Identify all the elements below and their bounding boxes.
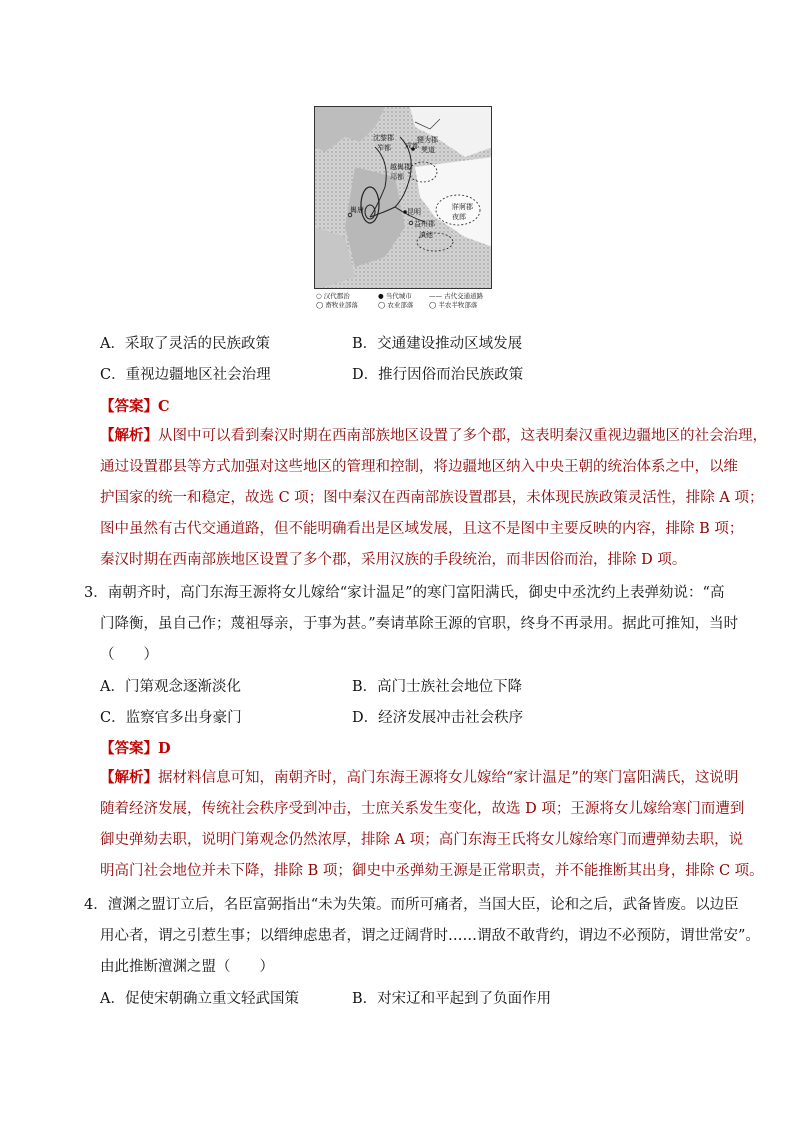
q3-option-b: B．高门士族社会地位下降 xyxy=(352,679,523,695)
map-label-yelang: 夜郎 xyxy=(452,213,466,221)
q3-analysis-line: 【解析】据材料信息可知，南朝齐时，高门东海王源将女儿嫁给“家计温足”的寒门富阳满氏，这说明 xyxy=(100,769,739,786)
q4-stem-line: 4．澶渊之盟订立后，名臣富弼指出“未为失策。而所可痛者，当国大臣，论和之后，武备皆废。以边臣 xyxy=(84,897,739,913)
map-figure xyxy=(314,106,492,309)
q3-answer: 【答案】D xyxy=(100,740,171,757)
map-legend xyxy=(314,291,492,309)
map-label-qianwei: 犍为郡 xyxy=(417,136,438,144)
q2-analysis-line: 秦汉时期在西南部族地区设置了多个郡，采用汉族的手段统治，而非因俗而治，排除 D 项。 xyxy=(100,552,687,568)
q4-option-b: B．对宋辽和平起到了负面作用 xyxy=(352,991,552,1007)
map-label-zangke: 牂牁郡 xyxy=(452,203,473,211)
legend-item: ◯ 半农半牧部落 xyxy=(429,301,478,309)
map-label-zedu: 笮都 xyxy=(377,144,391,152)
q2-option-a: A．采取了灵活的民族政策 xyxy=(100,336,270,352)
legend-item: ○ 汉代郡治 xyxy=(316,292,350,300)
legend-item: ◯ 畜牧业部落 xyxy=(316,301,358,309)
q3-option-a: A．门第观念逐渐淡化 xyxy=(100,679,241,695)
q3-option-c: C．监察官多出身豪门 xyxy=(100,710,242,726)
q2-option-d: D．推行因俗而治民族政策 xyxy=(352,367,524,383)
q4-option-a: A．促使宋朝确立重文轻武国策 xyxy=(100,991,299,1007)
map-label-xitang: 嶲唐 xyxy=(350,206,364,214)
q3-analysis-line: 御史弹劾去职，说明门第观念仍然浓厚，排除 A 项；高门东海王氏将女儿嫁给寒门而遭弹劾去职，说 xyxy=(100,832,744,848)
q4-stem-line: 由此推断澶渊之盟（ ） xyxy=(100,959,274,975)
q2-analysis-line: 【解析】从图中可以看到秦汉时期在西南部族地区设置了多个郡，这表明秦汉重视边疆地区的社会治理， xyxy=(100,427,767,444)
map-label-dianchi: 滇池 xyxy=(419,231,433,239)
legend-item: ◯ 农业部落 xyxy=(378,301,414,309)
map-label-yizhou: 益州郡 xyxy=(414,220,435,228)
q4-stem-line: 用心者，谓之引惹生事；以缙绅虑患者，谓之迂阔背时……谓敌不敢背约，谓边不必预防，谓世常安”。 xyxy=(100,928,760,944)
q2-option-b: B．交通建设推动区域发展 xyxy=(352,336,523,352)
map-label-kunming: 昆明 xyxy=(407,208,421,216)
map-label-chengdu: 成都 xyxy=(405,142,419,150)
q2-answer: 【答案】C xyxy=(100,398,170,415)
q3-stem-line: 3．南朝齐时，高门东海王源将女儿嫁给“家计温足”的寒门富阳满氏，御史中丞沈约上表弹劾说：“高 xyxy=(84,585,725,601)
q3-option-d: D．经济发展冲击社会秩序 xyxy=(352,710,524,726)
map-label-bodao: 僰道 xyxy=(421,146,435,154)
legend-item: —— 古代交通道路 xyxy=(429,292,484,300)
map-image xyxy=(314,106,492,289)
q3-analysis-line: 随着经济发展，传统社会秩序受到冲击，士庶关系发生变化，故选 D 项；王源将女儿嫁给寒门而遭到 xyxy=(100,801,745,817)
map-label-yuexi: 越嶲郡 xyxy=(390,163,411,171)
q3-analysis-line: 明高门社会地位并未下降，排除 B 项；御史中丞弹劾王源是正常职责，并不能推断其出身，排除 C 项。 xyxy=(100,863,764,879)
q2-analysis-line: 护国家的统一和稳定，故选 C 项；图中秦汉在西南部族设置郡县，未体现民族政策灵活性，排除 A 项； xyxy=(100,490,764,506)
legend-item: ● 当代城市 xyxy=(378,292,412,300)
q3-stem-line: （ ） xyxy=(100,647,158,663)
q2-analysis-line: 图中虽然有古代交通道路，但不能明确看出是区域发展，且这不是图中主要反映的内容，排除 B 项； xyxy=(100,521,744,537)
q3-stem-line: 门降衡，虽自己作；蔑祖辱亲，于事为甚。”奏请革除王源的官职，终身不再录用。据此可推知，当时 xyxy=(100,616,739,632)
q2-option-c: C．重视边疆地区社会治理 xyxy=(100,367,271,383)
q2-analysis-line: 通过设置郡县等方式加强对这些地区的管理和控制，将边疆地区纳入中央王朝的统治体系之中，以维 xyxy=(100,459,738,475)
q4-number: 4． xyxy=(84,897,108,913)
map-label-qiongdu: 邛都 xyxy=(390,173,404,181)
terrain-map xyxy=(315,107,492,289)
q3-number: 3． xyxy=(84,585,108,601)
map-label-shenli: 沈黎郡 xyxy=(373,134,394,142)
